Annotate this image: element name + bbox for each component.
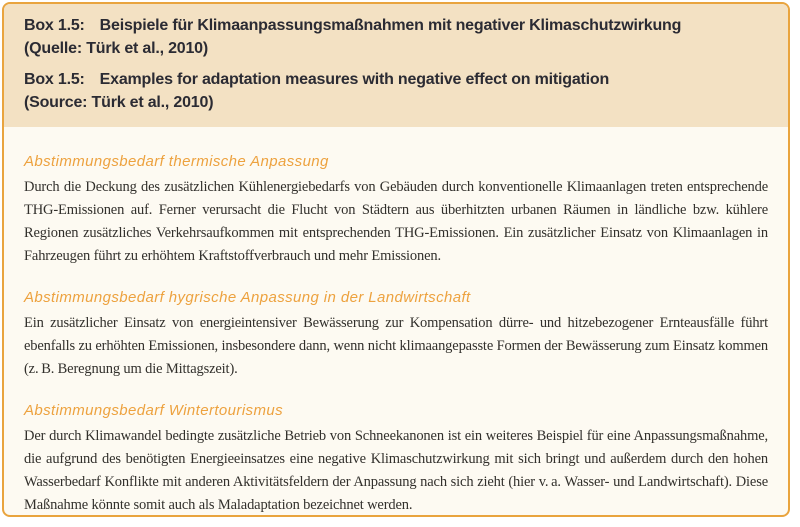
box-number-label: Box 1.5:: [24, 17, 85, 34]
info-box: [2, 2, 790, 517]
box-header-entry-german: [24, 14, 768, 60]
box-header: [4, 4, 788, 127]
section-winter-tourism: [24, 402, 768, 517]
section-heading: Abstimmungsbedarf hygrische Anpassung in der Landwirtschaft: [24, 289, 471, 306]
box-title-english: Examples for adaptation measures with negative effect on mitigation: [99, 71, 610, 88]
box-title-line-german: [24, 14, 768, 37]
box-title-german: Beispiele für Klimaanpassungsmaßnahmen mit negativer Klimaschutzwirkung: [99, 17, 682, 34]
section-heading: Abstimmungsbedarf thermische Anpassung: [24, 153, 329, 170]
section-paragraph: Der durch Klimawandel bedingte zusätzliche Betrieb von Schneekanonen ist ein weiteres Beispiel für eine Anpassungsmaßnahme, die aufgrund des benötigten Energieeinsatzes eine negative Klimaschutzwirkung mit sich bringt und außerdem durch den hohen Wasserbedarf Konflikte mit anderen Aktivitätsfeldern der Anpassung nach sich zieht (hier v. a. Wasser- und Landwirtschaft). Diese Maßnahme könnte somit auch als Maladaptation bezeichnet werden.: [24, 428, 768, 513]
box-source-german: (Quelle: Türk et al., 2010): [24, 40, 208, 57]
section-heading: Abstimmungsbedarf Wintertourismus: [24, 402, 283, 419]
section-paragraph: Ein zusätzlicher Einsatz von energieintensiver Bewässerung zur Kompensation dürre- und hitzebezogener Ernteausfälle führt ebenfalls zu erhöhten Emissionen, insbesondere dann, wenn nicht klimaangepasste Formen der Bewässerung zum Einsatz kommen (z. B. Beregnung um die Mittagszeit).: [24, 315, 768, 377]
box-title-line-english: [24, 68, 768, 91]
box-number-label: Box 1.5:: [24, 71, 85, 88]
section-thermal-adaptation: [24, 153, 768, 268]
section-paragraph: Durch die Deckung des zusätzlichen Kühlenergiebedarfs von Gebäuden durch konventionelle Klimaanlagen treten entsprechende THG-Emissionen auf. Ferner verursacht die Flucht von Städtern aus überhitzten urbanen Räumen in ländliche bzw. kühlere Regionen zusätzliches Verkehrsaufkommen mit entsprechenden THG-Emissionen. Ein zusätzlicher Einsatz von Klimaanlagen in Fahrzeugen führt zu erhöhtem Kraftstoffverbrauch und mehr Emissionen.: [24, 179, 768, 264]
box-header-entry-english: [24, 68, 768, 114]
box-source-english: (Source: Türk et al., 2010): [24, 94, 214, 111]
section-hygric-adaptation-agriculture: [24, 289, 768, 381]
box-body: [4, 127, 788, 517]
